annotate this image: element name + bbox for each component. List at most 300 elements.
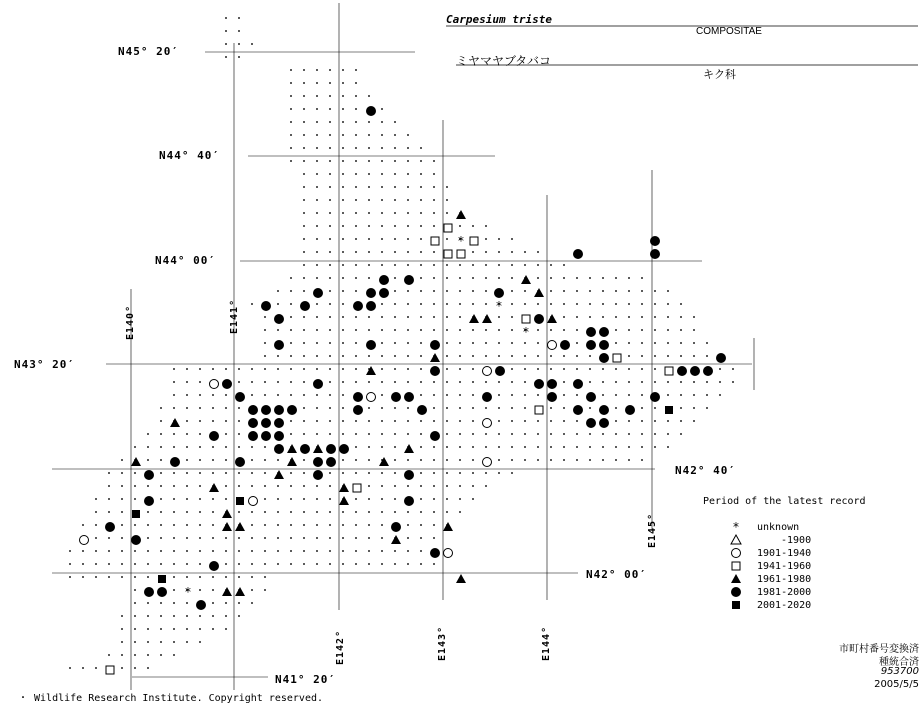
grid-dot	[498, 355, 500, 357]
grid-dot	[303, 433, 305, 435]
record-filled-circle	[482, 392, 492, 402]
grid-dot	[329, 160, 331, 162]
record-filled-circle	[261, 431, 271, 441]
grid-dot	[342, 108, 344, 110]
grid-dot	[238, 615, 240, 617]
record-filled-circle	[677, 366, 687, 376]
grid-dot	[511, 238, 513, 240]
grid-dot	[446, 394, 448, 396]
grid-dot	[329, 342, 331, 344]
grid-dot	[342, 264, 344, 266]
grid-dot	[121, 537, 123, 539]
grid-dot	[420, 264, 422, 266]
grid-dot	[342, 342, 344, 344]
grid-dot	[264, 537, 266, 539]
record-filled-triangle	[287, 457, 297, 466]
grid-dot	[342, 69, 344, 71]
grid-dot	[290, 524, 292, 526]
grid-dot	[394, 316, 396, 318]
grid-dot	[225, 563, 227, 565]
grid-dot	[368, 459, 370, 461]
grid-dot	[264, 498, 266, 500]
grid-dot	[355, 420, 357, 422]
record-filled-triangle	[430, 353, 440, 362]
grid-dot	[420, 420, 422, 422]
grid-dot	[537, 446, 539, 448]
grid-dot	[121, 576, 123, 578]
grid-dot	[355, 147, 357, 149]
grid-dot	[134, 628, 136, 630]
grid-dot	[680, 329, 682, 331]
grid-dot	[472, 446, 474, 448]
grid-dot	[563, 407, 565, 409]
grid-dot	[602, 433, 604, 435]
grid-dot	[316, 251, 318, 253]
legend-label-1941-1960: 1941-1960	[757, 561, 812, 572]
record-open-circle	[210, 380, 219, 389]
grid-dot	[82, 550, 84, 552]
grid-dot	[680, 394, 682, 396]
record-filled-triangle	[391, 535, 401, 544]
grid-dot	[732, 381, 734, 383]
grid-dot	[264, 589, 266, 591]
grid-dot	[524, 420, 526, 422]
grid-dot	[511, 277, 513, 279]
grid-dot	[433, 212, 435, 214]
record-filled-circle	[248, 405, 258, 415]
grid-dot	[173, 381, 175, 383]
grid-dot	[381, 108, 383, 110]
grid-dot	[173, 589, 175, 591]
record-filled-circle	[261, 405, 271, 415]
grid-dot	[394, 160, 396, 162]
record-filled-circle	[170, 457, 180, 467]
grid-dot	[329, 550, 331, 552]
grid-dot	[407, 381, 409, 383]
grid-dot	[498, 342, 500, 344]
grid-dot	[576, 355, 578, 357]
grid-dot	[368, 173, 370, 175]
grid-dot	[550, 303, 552, 305]
grid-dot	[251, 43, 253, 45]
grid-dot	[186, 537, 188, 539]
record-filled-circle	[131, 535, 141, 545]
grid-dot	[368, 238, 370, 240]
grid-dot	[498, 433, 500, 435]
grid-dot	[329, 108, 331, 110]
grid-dot	[147, 602, 149, 604]
grid-dot	[134, 654, 136, 656]
grid-dot	[329, 121, 331, 123]
record-filled-circle	[366, 288, 376, 298]
grid-dot	[238, 368, 240, 370]
record-markers	[80, 106, 727, 674]
grid-dot	[459, 316, 461, 318]
grid-dot	[368, 355, 370, 357]
grid-dot	[550, 264, 552, 266]
stamp-code: 953700	[880, 666, 919, 677]
grid-dot	[381, 446, 383, 448]
grid-dot	[693, 342, 695, 344]
stamp-merged: 種統合済	[879, 657, 919, 668]
record-filled-triangle	[235, 587, 245, 596]
grid-dot	[446, 277, 448, 279]
grid-dot	[134, 485, 136, 487]
grid-dot	[264, 472, 266, 474]
grid-dot	[225, 394, 227, 396]
grid-dot	[550, 446, 552, 448]
grid-dot	[173, 641, 175, 643]
grid-dot	[277, 303, 279, 305]
record-filled-circle	[534, 314, 544, 324]
grid-dot	[446, 290, 448, 292]
grid-dot	[589, 381, 591, 383]
record-filled-circle	[353, 301, 363, 311]
grid-dot	[225, 433, 227, 435]
grid-dot	[303, 147, 305, 149]
grid-dot	[212, 420, 214, 422]
grid-dot	[199, 563, 201, 565]
grid-dot	[108, 576, 110, 578]
grid-dot	[641, 433, 643, 435]
record-filled-circle	[404, 470, 414, 480]
grid-dot	[420, 368, 422, 370]
grid-dot	[147, 524, 149, 526]
grid-dot	[290, 277, 292, 279]
grid-dot	[420, 329, 422, 331]
grid-dot	[199, 550, 201, 552]
grid-dot	[394, 173, 396, 175]
grid-dot	[147, 511, 149, 513]
grid-dot	[186, 550, 188, 552]
grid-dot	[303, 472, 305, 474]
grid-dot	[537, 394, 539, 396]
grid-dot	[394, 459, 396, 461]
grid-dot	[368, 134, 370, 136]
grid-dot	[381, 199, 383, 201]
legend-label-1961-1980: 1961-1980	[757, 574, 812, 585]
grid-dot	[563, 446, 565, 448]
grid-dot	[303, 82, 305, 84]
grid-dot	[316, 225, 318, 227]
grid-dot	[147, 537, 149, 539]
grid-dot	[459, 498, 461, 500]
grid-dot	[355, 173, 357, 175]
grid-dot	[459, 472, 461, 474]
grid-dot	[407, 225, 409, 227]
grid-dot	[498, 394, 500, 396]
grid-dot	[342, 238, 344, 240]
record-filled-circle	[300, 301, 310, 311]
grid-dot	[381, 134, 383, 136]
grid-dot	[667, 329, 669, 331]
grid-dot	[251, 303, 253, 305]
grid-dot	[355, 69, 357, 71]
record-open-circle	[483, 367, 492, 376]
grid-dot	[563, 290, 565, 292]
grid-dot	[563, 433, 565, 435]
grid-dot	[446, 433, 448, 435]
grid-dot	[407, 511, 409, 513]
grid-dot	[485, 290, 487, 292]
grid-dot	[355, 225, 357, 227]
grid-dot	[277, 394, 279, 396]
grid-dot	[420, 472, 422, 474]
grid-dot	[459, 277, 461, 279]
grid-dot	[69, 576, 71, 578]
grid-dot	[524, 394, 526, 396]
record-filled-triangle	[170, 418, 180, 427]
record-filled-circle	[274, 340, 284, 350]
grid-dot	[602, 381, 604, 383]
grid-dot	[368, 121, 370, 123]
grid-dot	[199, 628, 201, 630]
grid-dot	[95, 667, 97, 669]
grid-dot	[550, 433, 552, 435]
grid-dot	[160, 537, 162, 539]
grid-dot	[316, 498, 318, 500]
legend-label-2001-2020: 2001-2020	[757, 600, 812, 611]
grid-dot	[290, 342, 292, 344]
grid-dot	[355, 537, 357, 539]
grid-dot	[82, 576, 84, 578]
grid-dot	[459, 381, 461, 383]
grid-dot	[472, 303, 474, 305]
grid-dot	[524, 355, 526, 357]
lat-label-n45-20: N45° 20′	[118, 45, 179, 58]
grid-dot	[316, 537, 318, 539]
grid-dot	[537, 433, 539, 435]
grid-dot	[303, 368, 305, 370]
grid-dot	[355, 134, 357, 136]
grid-dot	[329, 264, 331, 266]
grid-dot	[147, 433, 149, 435]
grid-dot	[407, 316, 409, 318]
grid-dot	[563, 459, 565, 461]
grid-dot	[368, 251, 370, 253]
grid-dot	[550, 277, 552, 279]
grid-dot	[459, 303, 461, 305]
grid-dot	[667, 355, 669, 357]
grid-dot	[264, 446, 266, 448]
record-filled-circle	[209, 561, 219, 571]
grid-dot	[277, 498, 279, 500]
grid-dot	[498, 238, 500, 240]
record-filled-circle	[534, 379, 544, 389]
grid-dot	[394, 511, 396, 513]
grid-dot	[485, 238, 487, 240]
grid-dot	[238, 563, 240, 565]
grid-dot	[134, 576, 136, 578]
grid-dot	[264, 316, 266, 318]
grid-dot	[472, 368, 474, 370]
grid-dot	[277, 329, 279, 331]
grid-dot	[615, 329, 617, 331]
record-open-square	[732, 562, 740, 570]
lon-label-e143: E143°	[437, 625, 448, 661]
grid-dot	[602, 303, 604, 305]
record-filled-circle	[261, 418, 271, 428]
grid-dot	[160, 511, 162, 513]
grid-dot	[277, 368, 279, 370]
grid-dot	[433, 524, 435, 526]
grid-dot	[498, 407, 500, 409]
grid-dot	[420, 459, 422, 461]
grid-dot	[628, 290, 630, 292]
grid-dot	[238, 381, 240, 383]
grid-dot	[381, 511, 383, 513]
grid-dot	[368, 95, 370, 97]
grid-dot	[459, 446, 461, 448]
grid-dot	[160, 550, 162, 552]
grid-dot	[212, 394, 214, 396]
grid-dot	[719, 381, 721, 383]
grid-dot	[446, 355, 448, 357]
grid-dot	[212, 524, 214, 526]
grid-dot	[628, 277, 630, 279]
record-filled-circle	[261, 301, 271, 311]
record-filled-circle	[404, 496, 414, 506]
record-filled-circle	[547, 392, 557, 402]
grid-dot	[264, 342, 266, 344]
grid-dot	[199, 576, 201, 578]
grid-dot	[420, 303, 422, 305]
grid-dot	[290, 95, 292, 97]
grid-dot	[303, 498, 305, 500]
grid-dot	[355, 277, 357, 279]
record-filled-circle	[586, 340, 596, 350]
record-filled-circle	[366, 106, 376, 116]
grid-dot	[355, 329, 357, 331]
grid-dot	[446, 472, 448, 474]
record-filled-circle	[196, 600, 206, 610]
record-filled-circle	[105, 522, 115, 532]
grid-dot	[342, 563, 344, 565]
grid-dot	[498, 264, 500, 266]
grid-dot	[225, 485, 227, 487]
grid-dot	[238, 576, 240, 578]
grid-dot	[355, 550, 357, 552]
grid-dot	[446, 511, 448, 513]
grid-dot	[329, 212, 331, 214]
grid-dot	[251, 472, 253, 474]
grid-dot	[199, 589, 201, 591]
grid-dot	[160, 433, 162, 435]
grid-dot	[628, 368, 630, 370]
grid-dot	[680, 303, 682, 305]
grid-dot	[225, 446, 227, 448]
grid-dot	[212, 446, 214, 448]
grid-dot	[589, 368, 591, 370]
grid-dot	[355, 108, 357, 110]
grid-dot	[641, 407, 643, 409]
grid-dot	[511, 251, 513, 253]
record-asterisk: *	[522, 325, 530, 339]
record-filled-square	[665, 406, 673, 414]
grid-dot	[719, 368, 721, 370]
grid-dot	[290, 420, 292, 422]
grid-dot	[394, 147, 396, 149]
grid-dot	[186, 576, 188, 578]
grid-dot	[563, 394, 565, 396]
grid-dot	[563, 368, 565, 370]
grid-dot	[134, 667, 136, 669]
grid-dot	[160, 524, 162, 526]
grid-dot	[381, 329, 383, 331]
grid-dot	[628, 316, 630, 318]
record-filled-triangle	[339, 496, 349, 505]
grid-dot	[381, 537, 383, 539]
grid-dot	[485, 472, 487, 474]
grid-dot	[69, 667, 71, 669]
grid-dot	[199, 381, 201, 383]
grid-dot	[537, 368, 539, 370]
lat-label-n43-20: N43° 20′	[14, 358, 75, 371]
grid-dot	[342, 394, 344, 396]
grid-dot	[407, 355, 409, 357]
record-filled-square	[732, 601, 740, 609]
grid-dot	[680, 420, 682, 422]
grid-dot	[524, 264, 526, 266]
grid-dot	[355, 342, 357, 344]
legend-label-1901-1940: 1901-1940	[757, 548, 812, 559]
grid-dot	[602, 446, 604, 448]
grid-dot	[160, 498, 162, 500]
grid-dot	[251, 550, 253, 552]
grid-dot	[108, 485, 110, 487]
grid-dot	[420, 498, 422, 500]
grid-dot	[420, 290, 422, 292]
grid-dot	[446, 329, 448, 331]
grid-dot	[251, 537, 253, 539]
grid-dot	[342, 420, 344, 422]
grid-dot	[329, 134, 331, 136]
grid-dot	[420, 173, 422, 175]
grid-dot	[303, 134, 305, 136]
grid-dot	[420, 147, 422, 149]
record-filled-circle	[222, 379, 232, 389]
grid-dot	[394, 420, 396, 422]
grid-dot	[524, 433, 526, 435]
grid-dot	[290, 329, 292, 331]
grid-dot	[654, 381, 656, 383]
grid-dot	[407, 485, 409, 487]
grid-dot	[303, 316, 305, 318]
grid-dot	[602, 459, 604, 461]
record-filled-triangle	[456, 574, 466, 583]
grid-dot	[433, 537, 435, 539]
grid-dot	[95, 563, 97, 565]
grid-dot	[316, 108, 318, 110]
grid-dot	[290, 134, 292, 136]
grid-dot	[186, 498, 188, 500]
grid-dot	[355, 82, 357, 84]
record-filled-circle	[144, 587, 154, 597]
grid-dot	[342, 355, 344, 357]
grid-dot	[225, 602, 227, 604]
record-open-square	[613, 354, 621, 362]
record-open-square	[106, 666, 114, 674]
grid-dot	[550, 459, 552, 461]
grid-dot	[563, 381, 565, 383]
grid-dot	[550, 420, 552, 422]
grid-dot	[667, 342, 669, 344]
grid-dot	[264, 550, 266, 552]
lat-label-n44-00: N44° 00′	[155, 254, 216, 267]
grid-dot	[290, 394, 292, 396]
grid-dot	[654, 290, 656, 292]
grid-dot	[134, 498, 136, 500]
